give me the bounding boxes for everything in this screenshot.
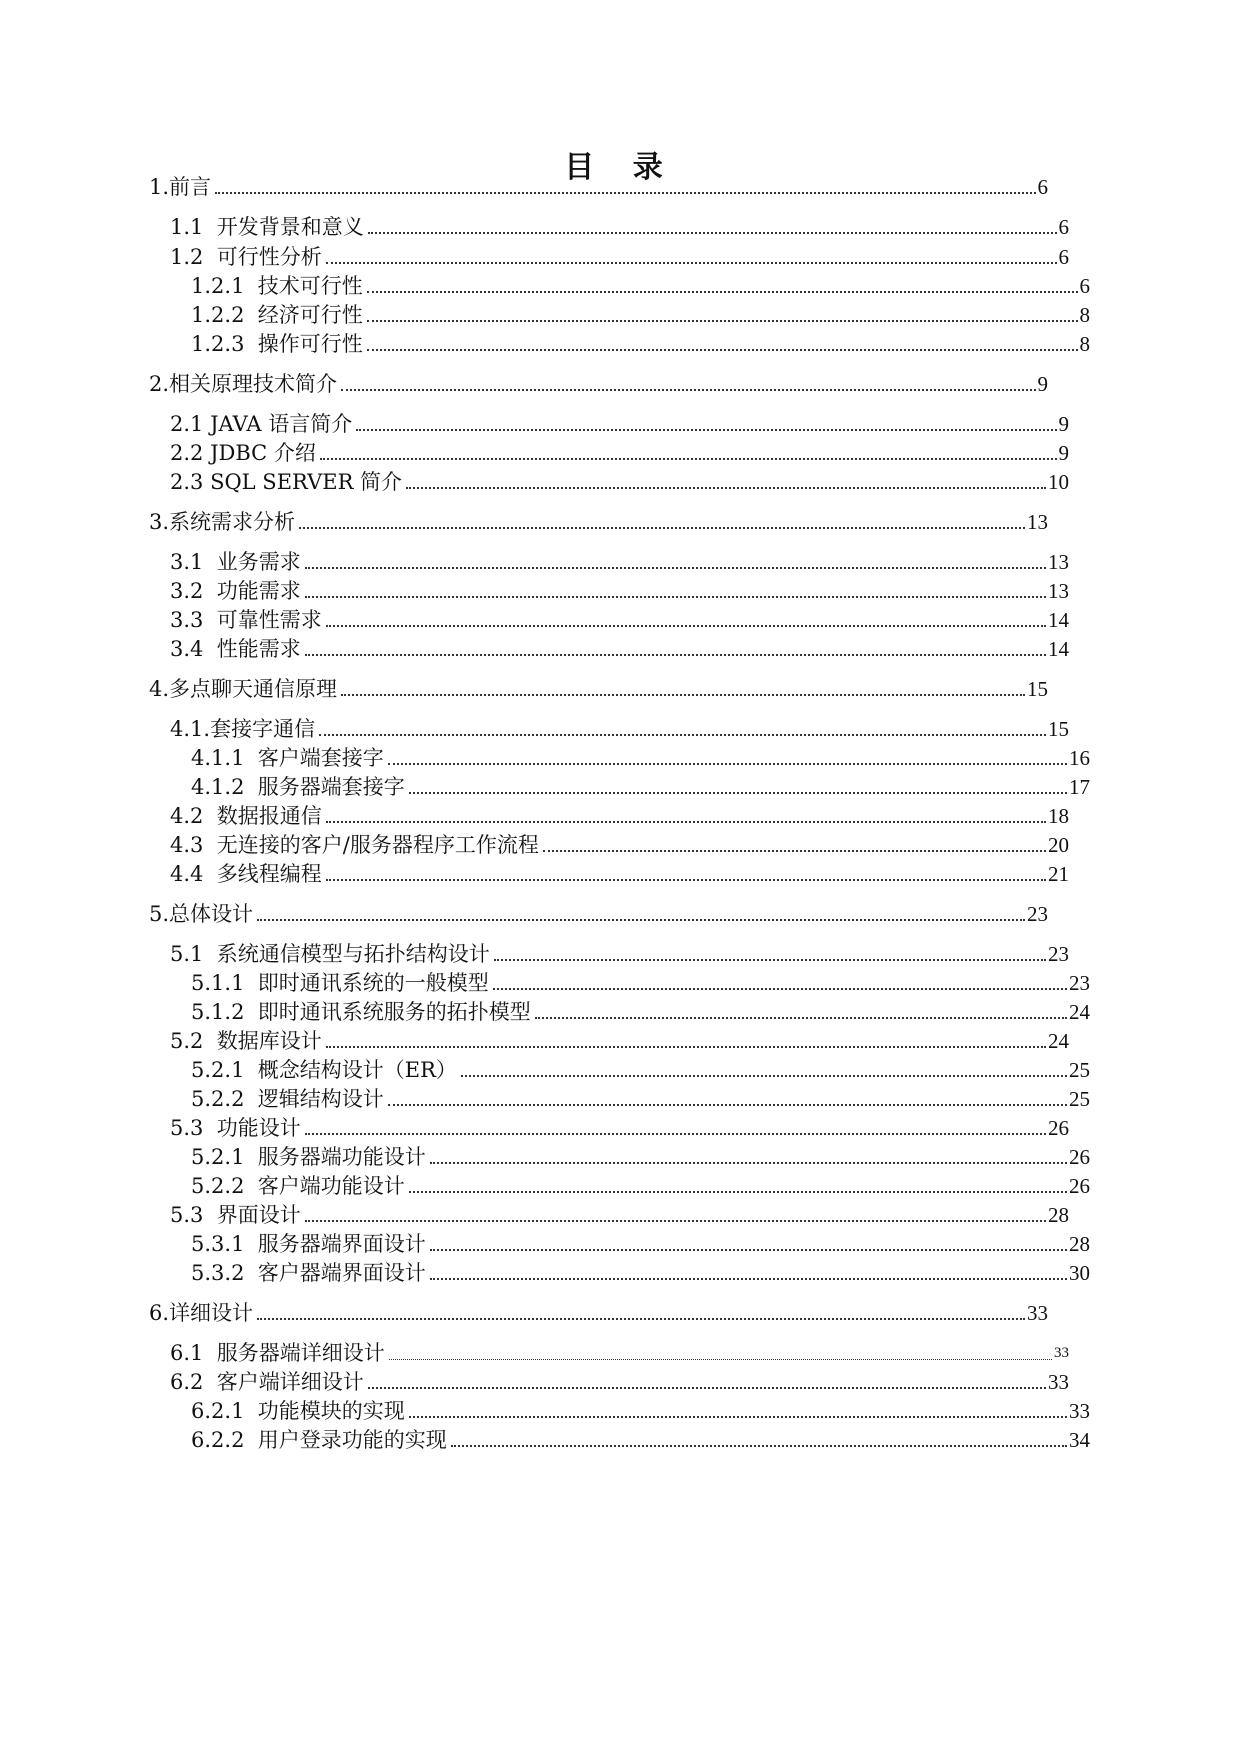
toc-entry-number: 4.3 — [170, 833, 217, 857]
toc-entry-page-number: 24 — [1069, 1000, 1090, 1024]
toc-entry-number: 5.2.1 — [191, 1058, 258, 1082]
toc-entry[interactable] — [149, 169, 1048, 201]
toc-entry-title: 客户端套接字 — [257, 746, 384, 770]
toc-entry-page-number: 6 — [1058, 215, 1069, 239]
toc-entry-page-number: 25 — [1069, 1058, 1090, 1082]
toc-entry[interactable] — [149, 239, 1069, 271]
toc-entry-title: 逻辑结构设计 — [257, 1087, 384, 1111]
toc-entry-page-number: 14 — [1048, 608, 1069, 632]
toc-entry[interactable] — [149, 1168, 1090, 1200]
dot-leader — [305, 653, 1046, 656]
toc-entry[interactable] — [149, 504, 1048, 536]
toc-entry[interactable] — [149, 602, 1069, 634]
dot-leader — [305, 1219, 1046, 1222]
toc-entry-page-number: 13 — [1027, 510, 1048, 534]
toc-entry-number: 5. — [149, 902, 170, 926]
dot-leader — [367, 290, 1078, 293]
toc-entry-title: 无连接的客户/服务器程序工作流程 — [216, 833, 539, 857]
toc-entry-page-number: 9 — [1058, 412, 1069, 436]
toc-entry[interactable] — [149, 631, 1069, 663]
toc-entry[interactable] — [149, 268, 1090, 300]
toc-entry-title: 功能模块的实现 — [257, 1399, 405, 1423]
toc-entry[interactable] — [149, 544, 1069, 576]
toc-entry[interactable] — [149, 435, 1069, 467]
toc-entry-title: 系统通信模型与拓扑结构设计 — [216, 942, 490, 966]
dot-leader — [367, 348, 1078, 351]
toc-entry-page-number: 10 — [1048, 470, 1069, 494]
toc-entry-number: 3. — [149, 510, 170, 534]
toc-entry-page-number: 17 — [1069, 775, 1090, 799]
toc-entry-page-number: 26 — [1048, 1116, 1069, 1140]
toc-entry-number: 4.1.2 — [191, 775, 258, 799]
dot-leader — [326, 878, 1046, 881]
dot-leader — [326, 1045, 1046, 1048]
toc-entry-page-number: 23 — [1027, 902, 1048, 926]
toc-entry-page-number: 15 — [1027, 677, 1048, 701]
toc-entry-number: 4.4 — [170, 862, 217, 886]
toc-entry-title: 数据库设计 — [216, 1029, 322, 1053]
toc-entry-title: 系统需求分析 — [169, 510, 296, 534]
table-of-contents — [149, 0, 1090, 1755]
dot-leader — [341, 693, 1025, 696]
toc-entry-title: 性能需求 — [216, 637, 301, 661]
toc-entry-number: 5.3 — [170, 1203, 217, 1227]
toc-entry[interactable] — [149, 1422, 1090, 1454]
dot-leader — [409, 1190, 1067, 1193]
dot-leader — [326, 261, 1057, 264]
toc-entry-title: 可行性分析 — [216, 245, 322, 269]
toc-entry[interactable] — [149, 1052, 1090, 1084]
toc-entry[interactable] — [149, 769, 1090, 801]
dot-leader — [305, 595, 1046, 598]
toc-entry-number: 1.2.1 — [191, 274, 258, 298]
toc-entry-title: JDBC 介绍 — [210, 441, 316, 465]
toc-entry[interactable] — [149, 366, 1048, 398]
toc-entry[interactable] — [149, 573, 1069, 605]
toc-entry-number: 6.2.2 — [191, 1428, 258, 1452]
toc-entry-page-number: 30 — [1069, 1261, 1090, 1285]
toc-entry-number: 2.3 — [170, 470, 211, 494]
toc-entry-page-number: 9 — [1037, 372, 1048, 396]
toc-entry-number: 1. — [149, 175, 170, 199]
dot-leader — [319, 733, 1046, 736]
toc-entry-title: SQL SERVER 简介 — [210, 470, 403, 494]
toc-entry[interactable] — [149, 827, 1069, 859]
page-title: 目 录 — [564, 150, 677, 185]
toc-entry-number: 5.3.1 — [191, 1232, 258, 1256]
dot-leader — [320, 457, 1057, 460]
toc-entry-page-number: 6 — [1079, 274, 1090, 298]
toc-entry-page-number: 25 — [1069, 1087, 1090, 1111]
toc-entry-page-number: 33 — [1054, 1345, 1069, 1361]
toc-entry-number: 1.2.2 — [191, 303, 258, 327]
toc-entry-number: 4.1. — [170, 717, 211, 741]
toc-entry-number: 5.2.2 — [191, 1087, 258, 1111]
toc-entry[interactable] — [149, 856, 1069, 888]
toc-entry[interactable] — [149, 209, 1069, 241]
toc-entry-title: 用户登录功能的实现 — [257, 1428, 447, 1452]
toc-entry-number: 2.2 — [170, 441, 211, 465]
toc-entry-title: 开发背景和意义 — [216, 215, 364, 239]
toc-entry-number: 1.2.3 — [191, 332, 258, 356]
toc-entry-title: 概念结构设计（ER） — [257, 1058, 457, 1082]
dot-leader — [388, 1103, 1067, 1106]
toc-entry[interactable] — [149, 740, 1090, 772]
dot-leader — [451, 1444, 1067, 1447]
dot-leader — [543, 849, 1046, 852]
dot-leader — [535, 1016, 1067, 1019]
toc-entry[interactable] — [149, 1393, 1090, 1425]
toc-entry-title: JAVA 语言简介 — [210, 412, 353, 436]
dot-leader — [409, 791, 1067, 794]
dot-leader — [430, 1161, 1067, 1164]
toc-entry-page-number: 6 — [1058, 245, 1069, 269]
toc-entry[interactable] — [149, 711, 1069, 743]
dot-leader — [493, 987, 1067, 990]
toc-entry[interactable] — [149, 1197, 1069, 1229]
toc-entry-page-number: 16 — [1069, 746, 1090, 770]
toc-entry-number: 3.3 — [170, 608, 217, 632]
toc-entry[interactable] — [149, 936, 1069, 968]
toc-entry-title: 功能需求 — [216, 579, 301, 603]
dot-leader — [215, 191, 1035, 194]
toc-entry-title: 服务器端详细设计 — [216, 1341, 385, 1365]
toc-entry-number: 5.1.1 — [191, 971, 258, 995]
toc-entry-title: 相关原理技术简介 — [169, 372, 338, 396]
dot-leader — [356, 428, 1056, 431]
toc-entry-page-number: 33 — [1027, 1301, 1048, 1325]
toc-entry-number: 5.1.2 — [191, 1000, 258, 1024]
toc-entry-page-number: 24 — [1048, 1029, 1069, 1053]
dot-leader — [367, 319, 1078, 322]
toc-entry-page-number: 21 — [1048, 862, 1069, 886]
toc-entry-number: 5.2.2 — [191, 1174, 258, 1198]
toc-entry[interactable] — [149, 1110, 1069, 1142]
toc-entry[interactable] — [149, 297, 1090, 329]
toc-entry-number: 5.3.2 — [191, 1261, 258, 1285]
toc-entry-title: 可靠性需求 — [216, 608, 322, 632]
toc-entry-number: 6.1 — [170, 1341, 217, 1365]
dot-leader — [409, 1415, 1067, 1418]
toc-entry-title: 经济可行性 — [257, 303, 363, 327]
toc-entry[interactable] — [149, 1335, 1069, 1367]
toc-entry-page-number: 18 — [1048, 804, 1069, 828]
toc-entry-number: 4.1.1 — [191, 746, 258, 770]
toc-entry-page-number: 8 — [1079, 303, 1090, 327]
toc-entry-page-number: 20 — [1048, 833, 1069, 857]
toc-entry[interactable] — [149, 1295, 1048, 1327]
toc-entry-title: 总体设计 — [169, 902, 254, 926]
toc-entry-number: 3.4 — [170, 637, 217, 661]
dot-leader — [368, 231, 1057, 234]
toc-entry-number: 5.3 — [170, 1116, 217, 1140]
toc-entry-title: 客户端功能设计 — [257, 1174, 405, 1198]
toc-entry-page-number: 23 — [1069, 971, 1090, 995]
dot-leader — [389, 1358, 1052, 1360]
toc-entry-title: 服务器端功能设计 — [257, 1145, 426, 1169]
toc-entry-page-number: 26 — [1069, 1145, 1090, 1169]
toc-entry-page-number: 33 — [1048, 1370, 1069, 1394]
toc-entry-page-number: 13 — [1048, 550, 1069, 574]
toc-entry[interactable] — [149, 1139, 1090, 1171]
toc-entry-number: 4.2 — [170, 804, 217, 828]
toc-entry-title: 即时通讯系统服务的拓扑模型 — [257, 1000, 531, 1024]
toc-entry[interactable] — [149, 671, 1048, 703]
toc-entry-title: 客户端详细设计 — [216, 1370, 364, 1394]
toc-entry-title: 界面设计 — [216, 1203, 301, 1227]
dot-leader — [257, 918, 1025, 921]
toc-entry-page-number: 8 — [1079, 332, 1090, 356]
dot-leader — [406, 486, 1046, 489]
toc-entry-page-number: 23 — [1048, 942, 1069, 966]
toc-entry-number: 6.2.1 — [191, 1399, 258, 1423]
dot-leader — [341, 388, 1035, 391]
toc-entry-number: 4. — [149, 677, 170, 701]
toc-entry-number: 5.2 — [170, 1029, 217, 1053]
toc-entry-page-number: 15 — [1048, 717, 1069, 741]
toc-entry-number: 5.1 — [170, 942, 217, 966]
dot-leader — [305, 1132, 1046, 1135]
toc-entry-title: 操作可行性 — [257, 332, 363, 356]
toc-entry-page-number: 33 — [1069, 1399, 1090, 1423]
toc-entry[interactable] — [149, 965, 1090, 997]
toc-entry-title: 客户器端界面设计 — [257, 1261, 426, 1285]
dot-leader — [388, 762, 1067, 765]
toc-entry-number: 3.1 — [170, 550, 217, 574]
toc-entry-number: 2.1 — [170, 412, 211, 436]
toc-entry-number: 5.2.1 — [191, 1145, 258, 1169]
dot-leader — [299, 526, 1025, 529]
dot-leader — [326, 820, 1046, 823]
dot-leader — [257, 1317, 1025, 1320]
toc-entry-title: 业务需求 — [216, 550, 301, 574]
toc-entry[interactable] — [149, 896, 1048, 928]
toc-entry[interactable] — [149, 994, 1090, 1026]
toc-entry-page-number: 34 — [1069, 1428, 1090, 1452]
toc-entry-page-number: 9 — [1058, 441, 1069, 465]
toc-entry-title: 套接字通信 — [210, 717, 316, 741]
toc-entry-number: 3.2 — [170, 579, 217, 603]
toc-entry[interactable] — [149, 1226, 1090, 1258]
toc-entry[interactable] — [149, 326, 1090, 358]
toc-entry-number: 6.2 — [170, 1370, 217, 1394]
toc-entry[interactable] — [149, 1081, 1090, 1113]
toc-entry-page-number: 26 — [1069, 1174, 1090, 1198]
toc-entry-page-number: 28 — [1069, 1232, 1090, 1256]
toc-entry-title: 即时通讯系统的一般模型 — [257, 971, 489, 995]
toc-entry-number: 2. — [149, 372, 170, 396]
toc-entry-title: 服务器端套接字 — [257, 775, 405, 799]
toc-entry-title: 详细设计 — [169, 1301, 254, 1325]
dot-leader — [461, 1074, 1067, 1077]
dot-leader — [305, 566, 1046, 569]
toc-entry[interactable] — [149, 1023, 1069, 1055]
toc-entry-title: 多线程编程 — [216, 862, 322, 886]
dot-leader — [368, 1386, 1046, 1389]
dot-leader — [326, 624, 1046, 627]
toc-entry[interactable] — [149, 1364, 1069, 1396]
toc-entry-title: 服务器端界面设计 — [257, 1232, 426, 1256]
toc-entry-title: 数据报通信 — [216, 804, 322, 828]
dot-leader — [430, 1277, 1067, 1280]
toc-entry-page-number: 6 — [1037, 175, 1048, 199]
toc-entry-title: 多点聊天通信原理 — [169, 677, 338, 701]
dot-leader — [430, 1248, 1067, 1251]
toc-entry[interactable] — [149, 1255, 1090, 1287]
toc-entry[interactable] — [149, 406, 1069, 438]
toc-entry-page-number: 13 — [1048, 579, 1069, 603]
toc-entry-page-number: 28 — [1048, 1203, 1069, 1227]
toc-entry[interactable] — [149, 798, 1069, 830]
toc-entry-number: 1.1 — [170, 215, 217, 239]
toc-entry-number: 1.2 — [170, 245, 217, 269]
toc-entry-number: 6. — [149, 1301, 170, 1325]
dot-leader — [494, 958, 1046, 961]
toc-entry-title: 前言 — [169, 175, 212, 199]
toc-entry-page-number: 14 — [1048, 637, 1069, 661]
toc-entry-title: 功能设计 — [216, 1116, 301, 1140]
toc-entry[interactable] — [149, 464, 1069, 496]
toc-entry-title: 技术可行性 — [257, 274, 363, 298]
